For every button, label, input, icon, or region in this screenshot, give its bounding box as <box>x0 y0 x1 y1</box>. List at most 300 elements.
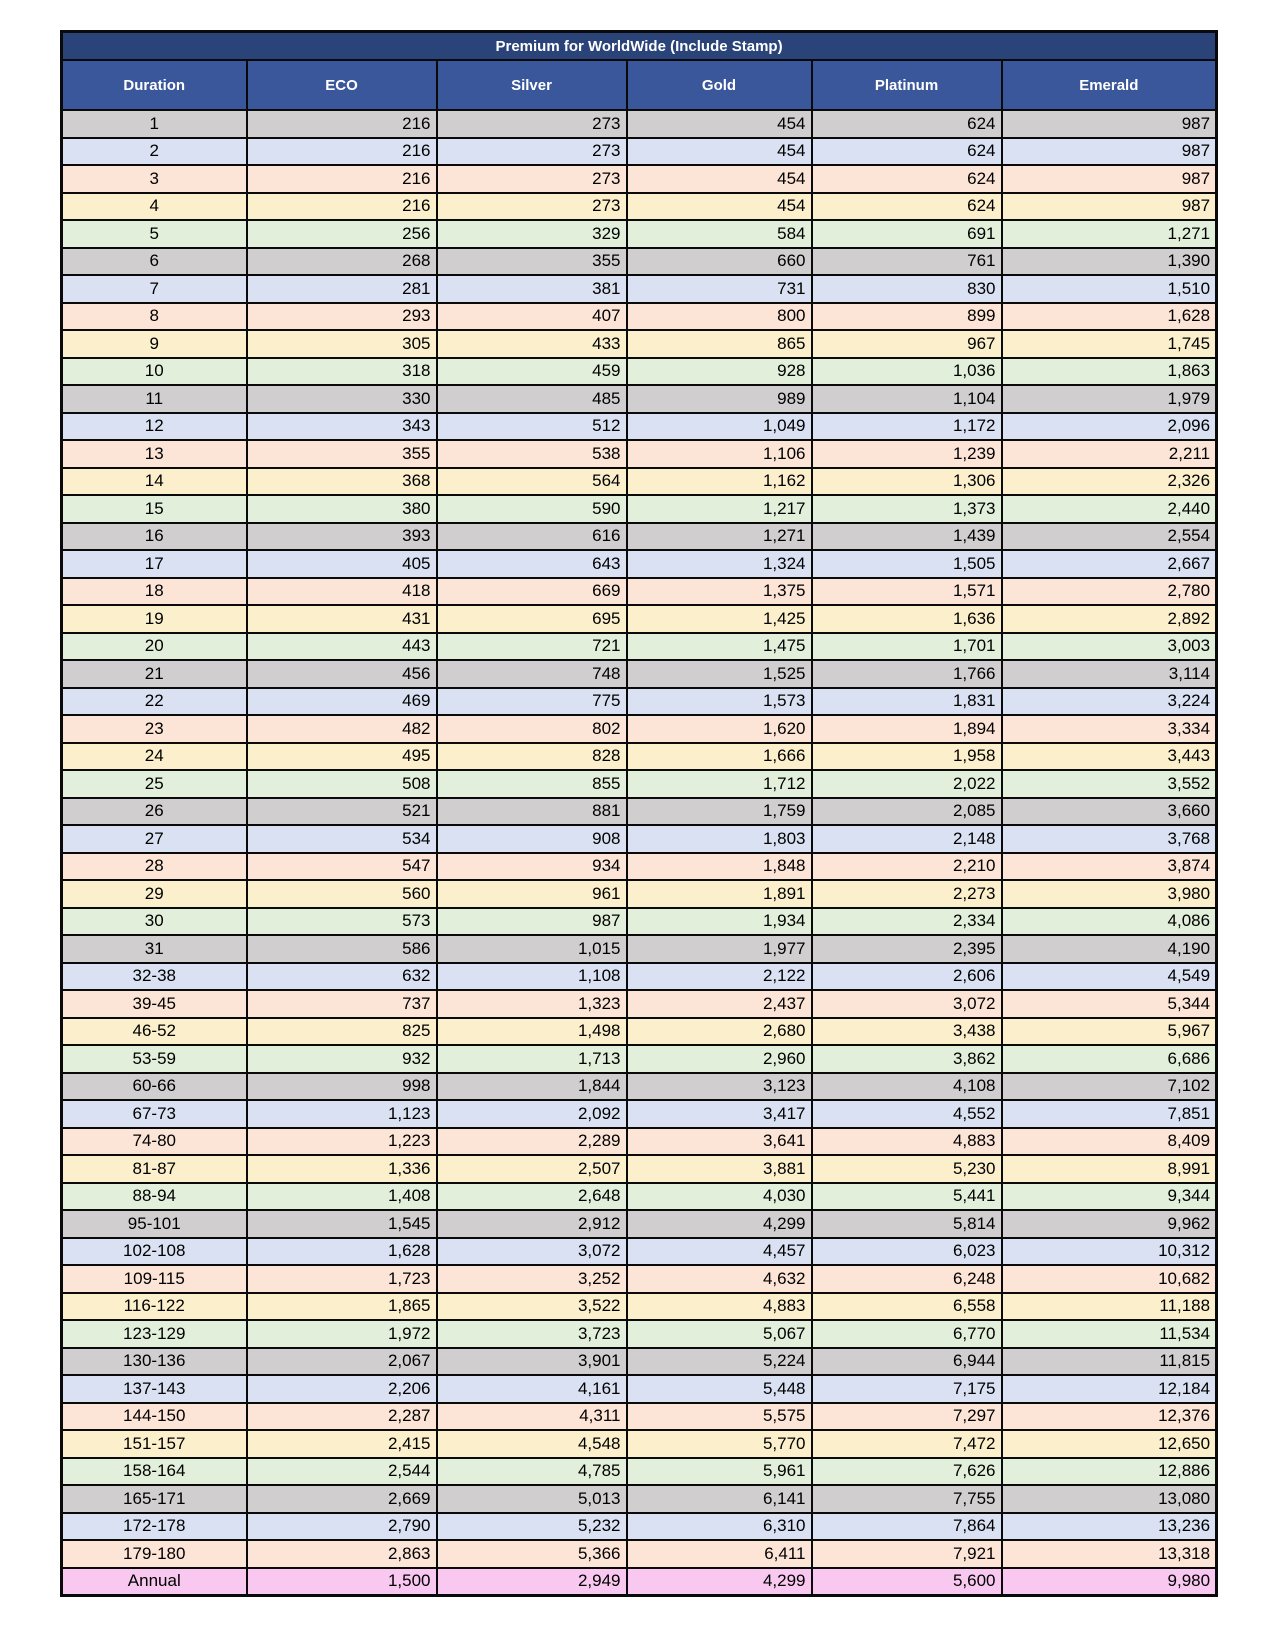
value-cell: 3,901 <box>437 1348 627 1376</box>
value-cell: 1,803 <box>627 825 812 853</box>
value-cell: 6,023 <box>812 1238 1002 1266</box>
value-cell: 4,086 <box>1002 908 1217 936</box>
table-row <box>62 963 1217 991</box>
value-cell: 268 <box>247 248 437 276</box>
table-row <box>62 1293 1217 1321</box>
value-cell: 1,848 <box>627 853 812 881</box>
table-row <box>62 935 1217 963</box>
value-cell: 4,883 <box>812 1128 1002 1156</box>
value-cell: 2,326 <box>1002 468 1217 496</box>
value-cell: 1,863 <box>1002 358 1217 386</box>
table-row <box>62 110 1217 138</box>
value-cell: 2,022 <box>812 770 1002 798</box>
value-cell: 2,148 <box>812 825 1002 853</box>
value-cell: 2,210 <box>812 853 1002 881</box>
value-cell: 5,013 <box>437 1485 627 1513</box>
duration-cell: 22 <box>62 688 247 716</box>
value-cell: 273 <box>437 138 627 166</box>
value-cell: 1,375 <box>627 578 812 606</box>
value-cell: 418 <box>247 578 437 606</box>
duration-cell: 10 <box>62 358 247 386</box>
value-cell: 928 <box>627 358 812 386</box>
table-title-row <box>62 32 1217 61</box>
duration-cell: 151-157 <box>62 1430 247 1458</box>
duration-cell: 39-45 <box>62 990 247 1018</box>
value-cell: 5,448 <box>627 1375 812 1403</box>
value-cell: 987 <box>1002 110 1217 138</box>
value-cell: 5,230 <box>812 1155 1002 1183</box>
value-cell: 3,252 <box>437 1265 627 1293</box>
value-cell: 3,438 <box>812 1018 1002 1046</box>
table-row <box>62 1073 1217 1101</box>
value-cell: 2,067 <box>247 1348 437 1376</box>
value-cell: 3,522 <box>437 1293 627 1321</box>
value-cell: 5,575 <box>627 1403 812 1431</box>
value-cell: 669 <box>437 578 627 606</box>
duration-cell: 172-178 <box>62 1513 247 1541</box>
table-row <box>62 1348 1217 1376</box>
value-cell: 6,770 <box>812 1320 1002 1348</box>
value-cell: 1,759 <box>627 798 812 826</box>
value-cell: 3,114 <box>1002 660 1217 688</box>
table-row <box>62 440 1217 468</box>
value-cell: 11,815 <box>1002 1348 1217 1376</box>
value-cell: 1,934 <box>627 908 812 936</box>
value-cell: 2,211 <box>1002 440 1217 468</box>
table-row <box>62 1403 1217 1431</box>
value-cell: 564 <box>437 468 627 496</box>
table-row <box>62 908 1217 936</box>
duration-cell: 18 <box>62 578 247 606</box>
value-cell: 1,831 <box>812 688 1002 716</box>
table-row <box>62 578 1217 606</box>
value-cell: 11,188 <box>1002 1293 1217 1321</box>
duration-cell: 137-143 <box>62 1375 247 1403</box>
duration-cell: 74-80 <box>62 1128 247 1156</box>
value-cell: 987 <box>1002 165 1217 193</box>
value-cell: 2,912 <box>437 1210 627 1238</box>
value-cell: 1,545 <box>247 1210 437 1238</box>
value-cell: 1,108 <box>437 963 627 991</box>
col-header-gold: Gold <box>627 60 812 110</box>
duration-cell: 88-94 <box>62 1183 247 1211</box>
duration-cell: 1 <box>62 110 247 138</box>
value-cell: 393 <box>247 523 437 551</box>
table-row <box>62 138 1217 166</box>
duration-cell: 130-136 <box>62 1348 247 1376</box>
value-cell: 1,324 <box>627 550 812 578</box>
value-cell: 508 <box>247 770 437 798</box>
table-row <box>62 275 1217 303</box>
value-cell: 1,123 <box>247 1100 437 1128</box>
duration-cell: 15 <box>62 495 247 523</box>
value-cell: 691 <box>812 220 1002 248</box>
value-cell: 343 <box>247 413 437 441</box>
value-cell: 9,344 <box>1002 1183 1217 1211</box>
value-cell: 2,334 <box>812 908 1002 936</box>
value-cell: 624 <box>812 110 1002 138</box>
value-cell: 2,960 <box>627 1045 812 1073</box>
value-cell: 624 <box>812 165 1002 193</box>
table-row <box>62 248 1217 276</box>
value-cell: 216 <box>247 193 437 221</box>
value-cell: 12,886 <box>1002 1458 1217 1486</box>
value-cell: 12,650 <box>1002 1430 1217 1458</box>
value-cell: 459 <box>437 358 627 386</box>
value-cell: 800 <box>627 303 812 331</box>
value-cell: 1,510 <box>1002 275 1217 303</box>
value-cell: 2,863 <box>247 1540 437 1568</box>
value-cell: 1,977 <box>627 935 812 963</box>
duration-cell: 17 <box>62 550 247 578</box>
value-cell: 1,620 <box>627 715 812 743</box>
value-cell: 216 <box>247 165 437 193</box>
value-cell: 967 <box>812 330 1002 358</box>
value-cell: 6,248 <box>812 1265 1002 1293</box>
value-cell: 7,102 <box>1002 1073 1217 1101</box>
value-cell: 643 <box>437 550 627 578</box>
table-row <box>62 468 1217 496</box>
value-cell: 1,701 <box>812 633 1002 661</box>
table-row <box>62 825 1217 853</box>
value-cell: 521 <box>247 798 437 826</box>
value-cell: 3,417 <box>627 1100 812 1128</box>
duration-cell: 46-52 <box>62 1018 247 1046</box>
value-cell: 2,437 <box>627 990 812 1018</box>
value-cell: 293 <box>247 303 437 331</box>
duration-cell: 116-122 <box>62 1293 247 1321</box>
value-cell: 405 <box>247 550 437 578</box>
value-cell: 443 <box>247 633 437 661</box>
value-cell: 5,224 <box>627 1348 812 1376</box>
value-cell: 6,944 <box>812 1348 1002 1376</box>
value-cell: 737 <box>247 990 437 1018</box>
table-row <box>62 798 1217 826</box>
table-body <box>62 110 1217 1596</box>
duration-cell: 13 <box>62 440 247 468</box>
value-cell: 454 <box>627 193 812 221</box>
value-cell: 368 <box>247 468 437 496</box>
duration-cell: 32-38 <box>62 963 247 991</box>
value-cell: 482 <box>247 715 437 743</box>
value-cell: 1,036 <box>812 358 1002 386</box>
table-row <box>62 165 1217 193</box>
value-cell: 13,318 <box>1002 1540 1217 1568</box>
value-cell: 380 <box>247 495 437 523</box>
duration-cell: 11 <box>62 385 247 413</box>
value-cell: 281 <box>247 275 437 303</box>
value-cell: 5,344 <box>1002 990 1217 1018</box>
duration-cell: 23 <box>62 715 247 743</box>
value-cell: 4,161 <box>437 1375 627 1403</box>
duration-cell: 102-108 <box>62 1238 247 1266</box>
col-header-silver: Silver <box>437 60 627 110</box>
value-cell: 987 <box>1002 193 1217 221</box>
value-cell: 1,666 <box>627 743 812 771</box>
value-cell: 538 <box>437 440 627 468</box>
duration-cell: 4 <box>62 193 247 221</box>
table-row <box>62 413 1217 441</box>
table-row <box>62 660 1217 688</box>
value-cell: 2,092 <box>437 1100 627 1128</box>
value-cell: 3,723 <box>437 1320 627 1348</box>
value-cell: 1,323 <box>437 990 627 1018</box>
value-cell: 8,409 <box>1002 1128 1217 1156</box>
value-cell: 454 <box>627 138 812 166</box>
value-cell: 454 <box>627 165 812 193</box>
value-cell: 5,366 <box>437 1540 627 1568</box>
value-cell: 2,790 <box>247 1513 437 1541</box>
value-cell: 2,096 <box>1002 413 1217 441</box>
duration-cell: 144-150 <box>62 1403 247 1431</box>
duration-cell: 2 <box>62 138 247 166</box>
value-cell: 318 <box>247 358 437 386</box>
duration-cell: 81-87 <box>62 1155 247 1183</box>
table-row <box>62 495 1217 523</box>
value-cell: 216 <box>247 110 437 138</box>
duration-cell: 25 <box>62 770 247 798</box>
value-cell: 6,411 <box>627 1540 812 1568</box>
value-cell: 828 <box>437 743 627 771</box>
value-cell: 1,049 <box>627 413 812 441</box>
col-header-duration: Duration <box>62 60 247 110</box>
duration-cell: 29 <box>62 880 247 908</box>
duration-cell: 95-101 <box>62 1210 247 1238</box>
value-cell: 1,425 <box>627 605 812 633</box>
premium-rate-table <box>60 30 1218 1597</box>
value-cell: 2,507 <box>437 1155 627 1183</box>
value-cell: 407 <box>437 303 627 331</box>
value-cell: 5,814 <box>812 1210 1002 1238</box>
value-cell: 6,141 <box>627 1485 812 1513</box>
value-cell: 3,072 <box>812 990 1002 1018</box>
value-cell: 989 <box>627 385 812 413</box>
value-cell: 10,312 <box>1002 1238 1217 1266</box>
table-row <box>62 1375 1217 1403</box>
value-cell: 721 <box>437 633 627 661</box>
value-cell: 216 <box>247 138 437 166</box>
table-row <box>62 1155 1217 1183</box>
value-cell: 5,770 <box>627 1430 812 1458</box>
value-cell: 2,544 <box>247 1458 437 1486</box>
value-cell: 2,554 <box>1002 523 1217 551</box>
value-cell: 802 <box>437 715 627 743</box>
value-cell: 1,500 <box>247 1568 437 1596</box>
value-cell: 1,628 <box>247 1238 437 1266</box>
value-cell: 865 <box>627 330 812 358</box>
duration-cell: 12 <box>62 413 247 441</box>
value-cell: 624 <box>812 138 1002 166</box>
table-row <box>62 990 1217 1018</box>
value-cell: 616 <box>437 523 627 551</box>
duration-cell: 165-171 <box>62 1485 247 1513</box>
value-cell: 1,408 <box>247 1183 437 1211</box>
value-cell: 775 <box>437 688 627 716</box>
value-cell: 256 <box>247 220 437 248</box>
duration-cell: 20 <box>62 633 247 661</box>
value-cell: 1,505 <box>812 550 1002 578</box>
value-cell: 6,310 <box>627 1513 812 1541</box>
value-cell: 13,080 <box>1002 1485 1217 1513</box>
duration-cell: 53-59 <box>62 1045 247 1073</box>
value-cell: 7,297 <box>812 1403 1002 1431</box>
value-cell: 6,558 <box>812 1293 1002 1321</box>
value-cell: 2,122 <box>627 963 812 991</box>
value-cell: 1,745 <box>1002 330 1217 358</box>
value-cell: 7,921 <box>812 1540 1002 1568</box>
value-cell: 11,534 <box>1002 1320 1217 1348</box>
duration-cell: 158-164 <box>62 1458 247 1486</box>
value-cell: 4,299 <box>627 1210 812 1238</box>
duration-cell: 60-66 <box>62 1073 247 1101</box>
value-cell: 584 <box>627 220 812 248</box>
value-cell: 1,498 <box>437 1018 627 1046</box>
value-cell: 5,967 <box>1002 1018 1217 1046</box>
col-header-eco: ECO <box>247 60 437 110</box>
value-cell: 2,669 <box>247 1485 437 1513</box>
table-row <box>62 330 1217 358</box>
value-cell: 1,104 <box>812 385 1002 413</box>
value-cell: 1,439 <box>812 523 1002 551</box>
table-row <box>62 880 1217 908</box>
value-cell: 855 <box>437 770 627 798</box>
duration-cell: Annual <box>62 1568 247 1596</box>
value-cell: 4,883 <box>627 1293 812 1321</box>
duration-cell: 21 <box>62 660 247 688</box>
value-cell: 2,680 <box>627 1018 812 1046</box>
value-cell: 2,395 <box>812 935 1002 963</box>
value-cell: 3,072 <box>437 1238 627 1266</box>
duration-cell: 67-73 <box>62 1100 247 1128</box>
value-cell: 961 <box>437 880 627 908</box>
value-cell: 4,457 <box>627 1238 812 1266</box>
value-cell: 1,306 <box>812 468 1002 496</box>
value-cell: 3,862 <box>812 1045 1002 1073</box>
col-header-platinum: Platinum <box>812 60 1002 110</box>
value-cell: 899 <box>812 303 1002 331</box>
value-cell: 1,223 <box>247 1128 437 1156</box>
value-cell: 3,552 <box>1002 770 1217 798</box>
value-cell: 1,766 <box>812 660 1002 688</box>
value-cell: 908 <box>437 825 627 853</box>
value-cell: 1,271 <box>627 523 812 551</box>
table-row <box>62 688 1217 716</box>
table-row <box>62 1540 1217 1568</box>
value-cell: 731 <box>627 275 812 303</box>
value-cell: 695 <box>437 605 627 633</box>
value-cell: 6,686 <box>1002 1045 1217 1073</box>
value-cell: 512 <box>437 413 627 441</box>
value-cell: 381 <box>437 275 627 303</box>
table-row <box>62 633 1217 661</box>
value-cell: 5,600 <box>812 1568 1002 1596</box>
table-row <box>62 1100 1217 1128</box>
value-cell: 987 <box>437 908 627 936</box>
value-cell: 4,552 <box>812 1100 1002 1128</box>
value-cell: 1,891 <box>627 880 812 908</box>
value-cell: 3,003 <box>1002 633 1217 661</box>
value-cell: 7,755 <box>812 1485 1002 1513</box>
value-cell: 330 <box>247 385 437 413</box>
table-row <box>62 303 1217 331</box>
value-cell: 4,190 <box>1002 935 1217 963</box>
value-cell: 433 <box>437 330 627 358</box>
table-row <box>62 1018 1217 1046</box>
value-cell: 4,549 <box>1002 963 1217 991</box>
table-row <box>62 1238 1217 1266</box>
value-cell: 4,785 <box>437 1458 627 1486</box>
table-row <box>62 358 1217 386</box>
value-cell: 12,184 <box>1002 1375 1217 1403</box>
duration-cell: 109-115 <box>62 1265 247 1293</box>
value-cell: 1,525 <box>627 660 812 688</box>
table-row <box>62 1183 1217 1211</box>
duration-cell: 6 <box>62 248 247 276</box>
value-cell: 3,980 <box>1002 880 1217 908</box>
table-row <box>62 523 1217 551</box>
value-cell: 4,030 <box>627 1183 812 1211</box>
table-row <box>62 715 1217 743</box>
value-cell: 3,874 <box>1002 853 1217 881</box>
value-cell: 454 <box>627 110 812 138</box>
value-cell: 1,239 <box>812 440 1002 468</box>
value-cell: 329 <box>437 220 627 248</box>
value-cell: 1,972 <box>247 1320 437 1348</box>
duration-cell: 123-129 <box>62 1320 247 1348</box>
table-row <box>62 1320 1217 1348</box>
value-cell: 1,015 <box>437 935 627 963</box>
value-cell: 355 <box>437 248 627 276</box>
value-cell: 9,962 <box>1002 1210 1217 1238</box>
value-cell: 273 <box>437 193 627 221</box>
duration-cell: 31 <box>62 935 247 963</box>
value-cell: 573 <box>247 908 437 936</box>
value-cell: 273 <box>437 110 627 138</box>
duration-cell: 8 <box>62 303 247 331</box>
value-cell: 1,865 <box>247 1293 437 1321</box>
value-cell: 495 <box>247 743 437 771</box>
value-cell: 1,979 <box>1002 385 1217 413</box>
value-cell: 10,682 <box>1002 1265 1217 1293</box>
table-row <box>62 770 1217 798</box>
value-cell: 2,206 <box>247 1375 437 1403</box>
value-cell: 3,443 <box>1002 743 1217 771</box>
value-cell: 1,217 <box>627 495 812 523</box>
value-cell: 830 <box>812 275 1002 303</box>
table-row <box>62 1485 1217 1513</box>
value-cell: 987 <box>1002 138 1217 166</box>
value-cell: 2,289 <box>437 1128 627 1156</box>
value-cell: 1,713 <box>437 1045 627 1073</box>
value-cell: 660 <box>627 248 812 276</box>
duration-cell: 24 <box>62 743 247 771</box>
value-cell: 5,441 <box>812 1183 1002 1211</box>
value-cell: 4,548 <box>437 1430 627 1458</box>
value-cell: 934 <box>437 853 627 881</box>
value-cell: 1,373 <box>812 495 1002 523</box>
duration-cell: 7 <box>62 275 247 303</box>
value-cell: 1,894 <box>812 715 1002 743</box>
value-cell: 932 <box>247 1045 437 1073</box>
value-cell: 431 <box>247 605 437 633</box>
value-cell: 2,780 <box>1002 578 1217 606</box>
value-cell: 2,440 <box>1002 495 1217 523</box>
duration-cell: 3 <box>62 165 247 193</box>
value-cell: 456 <box>247 660 437 688</box>
value-cell: 586 <box>247 935 437 963</box>
value-cell: 761 <box>812 248 1002 276</box>
value-cell: 998 <box>247 1073 437 1101</box>
